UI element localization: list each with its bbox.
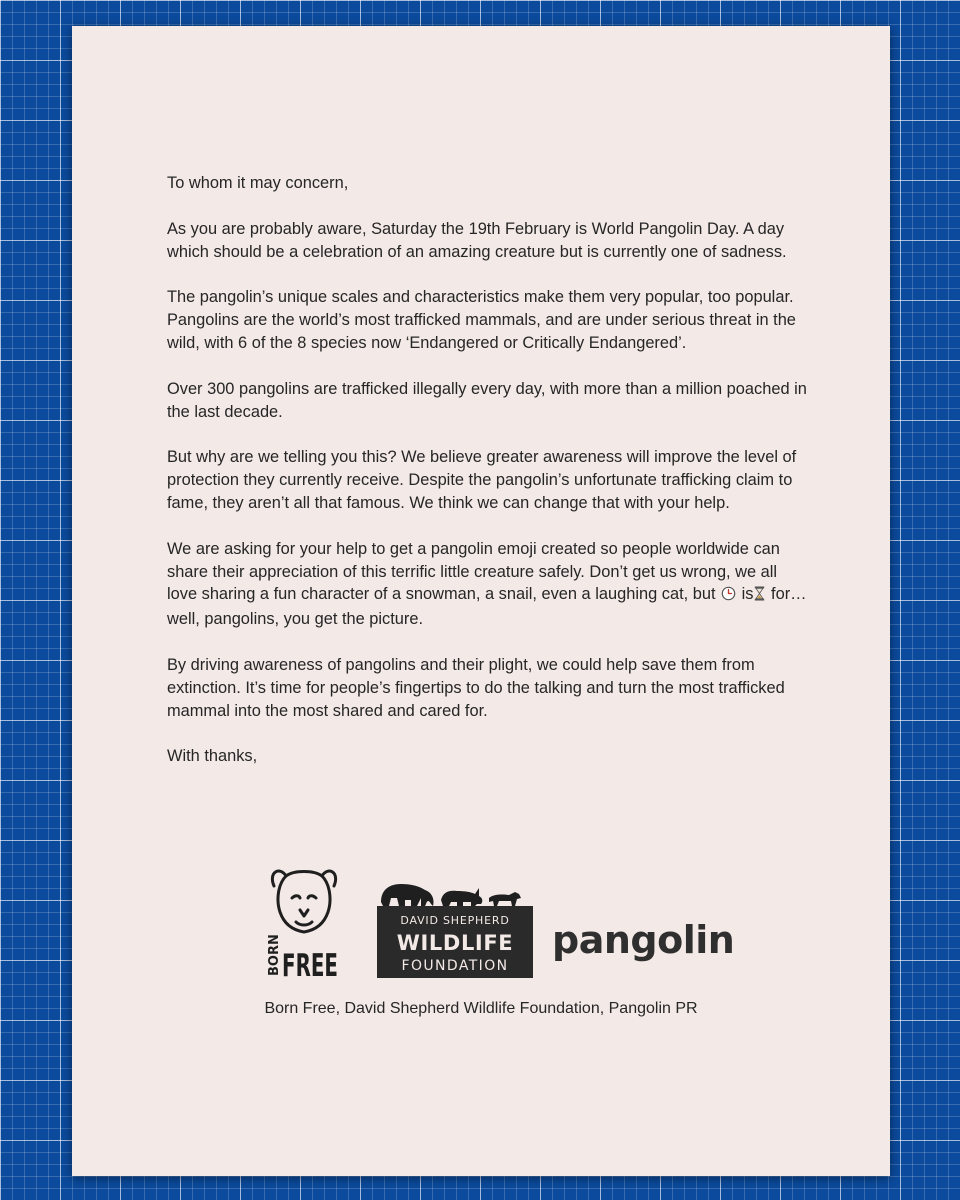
paragraph-3: Over 300 pangolins are trafficked illegally every day, with more than a million poached in the last decade. (167, 379, 807, 421)
partner-logos (72, 864, 890, 984)
born-free-word-free: FREE (282, 948, 338, 984)
elephant-icon (381, 884, 434, 906)
rhino-icon (441, 888, 482, 906)
hourglass-icon (754, 585, 765, 608)
letter-body (167, 172, 807, 791)
paragraph-5-is: is (741, 585, 754, 604)
closing: With thanks, (167, 747, 258, 766)
paragraph-5-start: We are asking for your help to get a pangolin emoji created so people worldwide can share their appreciation of this terrific little creature safely. Don’t get us wrong, we all love sharing a fun character of a snowman, a snail, even a laughing cat, but (167, 539, 780, 604)
letter-paper (72, 26, 890, 1176)
paragraph-5-end: for… well, pangolins, you get the picture. (167, 585, 807, 629)
clock-icon (721, 585, 736, 608)
paragraph-1: As you are probably aware, Saturday the 19th February is World Pangolin Day. A day which should be a celebration of an amazing creature but is currently one of sadness. (167, 219, 787, 261)
born-free-logo (264, 864, 344, 987)
paragraph-6: By driving awareness of pangolins and their plight, we could help save them from extinction. It’s time for people’s fingertips to do the talking and turn the most trafficked mammal into the most shared and cared for. (167, 655, 785, 720)
salutation: To whom it may concern, (167, 174, 349, 192)
dswf-line-3: FOUNDATION (401, 958, 509, 974)
signature-line: Born Free, David Shepherd Wildlife Foundation, Pangolin PR (264, 1000, 698, 1017)
wild-dog-icon (489, 892, 521, 906)
dswf-line-1: DAVID SHEPHERD (400, 914, 510, 927)
paragraph-4: But why are we telling you this? We believe greater awareness will improve the level of protection they currently receive. Despite the pangolin’s unfortunate trafficking claim to fame, they aren’t all that famous. We think we can change that with your help. (167, 448, 797, 512)
born-free-word-born: BORN (267, 934, 282, 976)
dswf-logo (377, 874, 533, 983)
dswf-line-2: WILDLIFE (396, 931, 514, 955)
paragraph-5 (167, 538, 807, 631)
paragraph-2: The pangolin’s unique scales and characteristics make them very popular, too popular. Pangolins are the world’s most trafficked mammals, and are under serious threat in the wild, with 6 of the 8 species now ‘Endangered or Critically Endangered’. (167, 288, 796, 352)
pangolin-logo: pangolin (552, 918, 735, 962)
